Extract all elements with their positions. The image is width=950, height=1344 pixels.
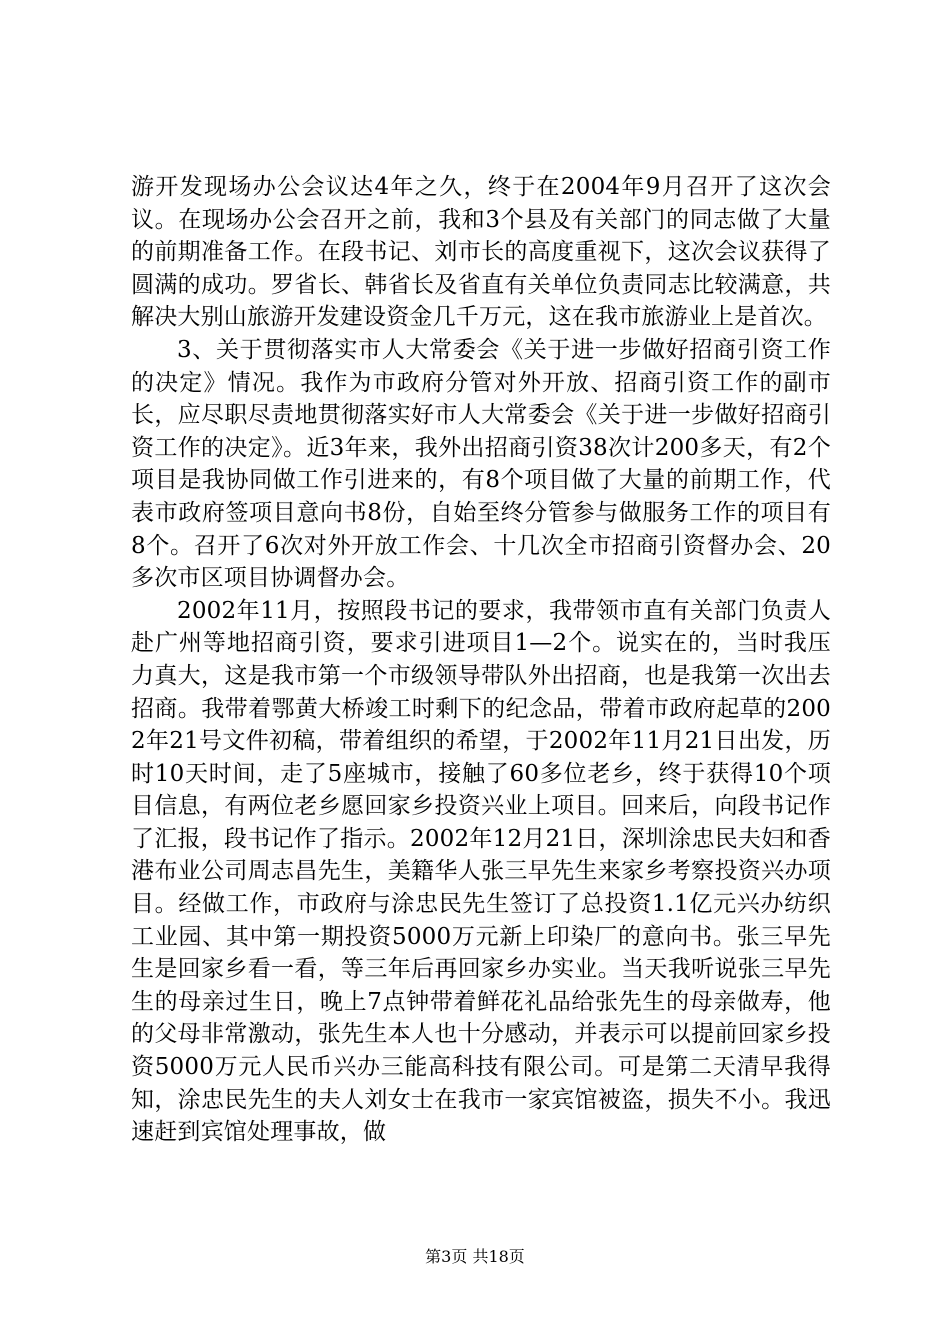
page-footer: 第3页 共18页 [425, 1247, 525, 1266]
paragraph: 3、关于贯彻落实市人大常委会《关于进一步做好招商引资工作的决定》情况。我作为市政府分管对外开放、招商引资工作的副市长，应尽职尽责地贯彻落实好市人大常委会《关于进一步做好招商引资工作的决定》。近3年来，我外出招商引资38次计200多天，有2个项目是我协同做工作引进来的，有8个项目做了大量的前期工作，代表市政府签项目意向书8份，自始至终分管参与做服务工作的项目有8个。召开了6次对外开放工作会、十几次全市招商引资督办会、20多次市区项目协调督办会。 [131, 336, 831, 592]
paragraph: 2002年11月，按照段书记的要求，我带领市直有关部门负责人赴广州等地招商引资，要求引进项目1—2个。说实在的，当时我压力真大，这是我市第一个市级领导带队外出招商，也是我第一次出去招商。我带着鄂黄大桥竣工时剩下的纪念品，带着市政府起草的2002年21号文件初稿，带着组织的希望，于2002年11月21日出发，历时10天时间，走了5座城市，接触了60多位老乡，终于获得10个项目信息，有两位老乡愿回家乡投资兴业上项目。回来后，向段书记作了汇报，段书记作了指示。2002年12月21日，深圳涂忠民夫妇和香港布业公司周志昌先生，美籍华人张三早先生来家乡考察投资兴办项目。经做工作，市政府与涂忠民先生签订了总投资1.1亿元兴办纺织工业园、其中第一期投资5000万元新上印染厂的意向书。张三早先生是回家乡看一看，等三年后再回家乡办实业。当天我听说张三早先生的母亲过生日，晚上7点钟带着鲜花礼品给张先生的母亲做寿，他的父母非常激动，张先生本人也十分感动，并表示可以提前回家乡投资5000万元人民币兴办三能高科技有限公司。可是第二天清早我得知，涂忠民先生的夫人刘女士在我市一家宾馆被盗，损失不小。我迅速赶到宾馆处理事故，做 [131, 597, 831, 1146]
paragraph: 游开发现场办公会议达4年之久，终于在2004年9月召开了这次会议。在现场办公会召开之前，我和3个县及有关部门的同志做了大量的前期准备工作。在段书记、刘市长的高度重视下，这次会议获得了圆满的成功。罗省长、韩省长及省直有关单位负责同志比较满意，共解决大别山旅游开发建设资金几千万元，这在我市旅游业上是首次。 [131, 174, 831, 331]
document-body [131, 171, 831, 1149]
